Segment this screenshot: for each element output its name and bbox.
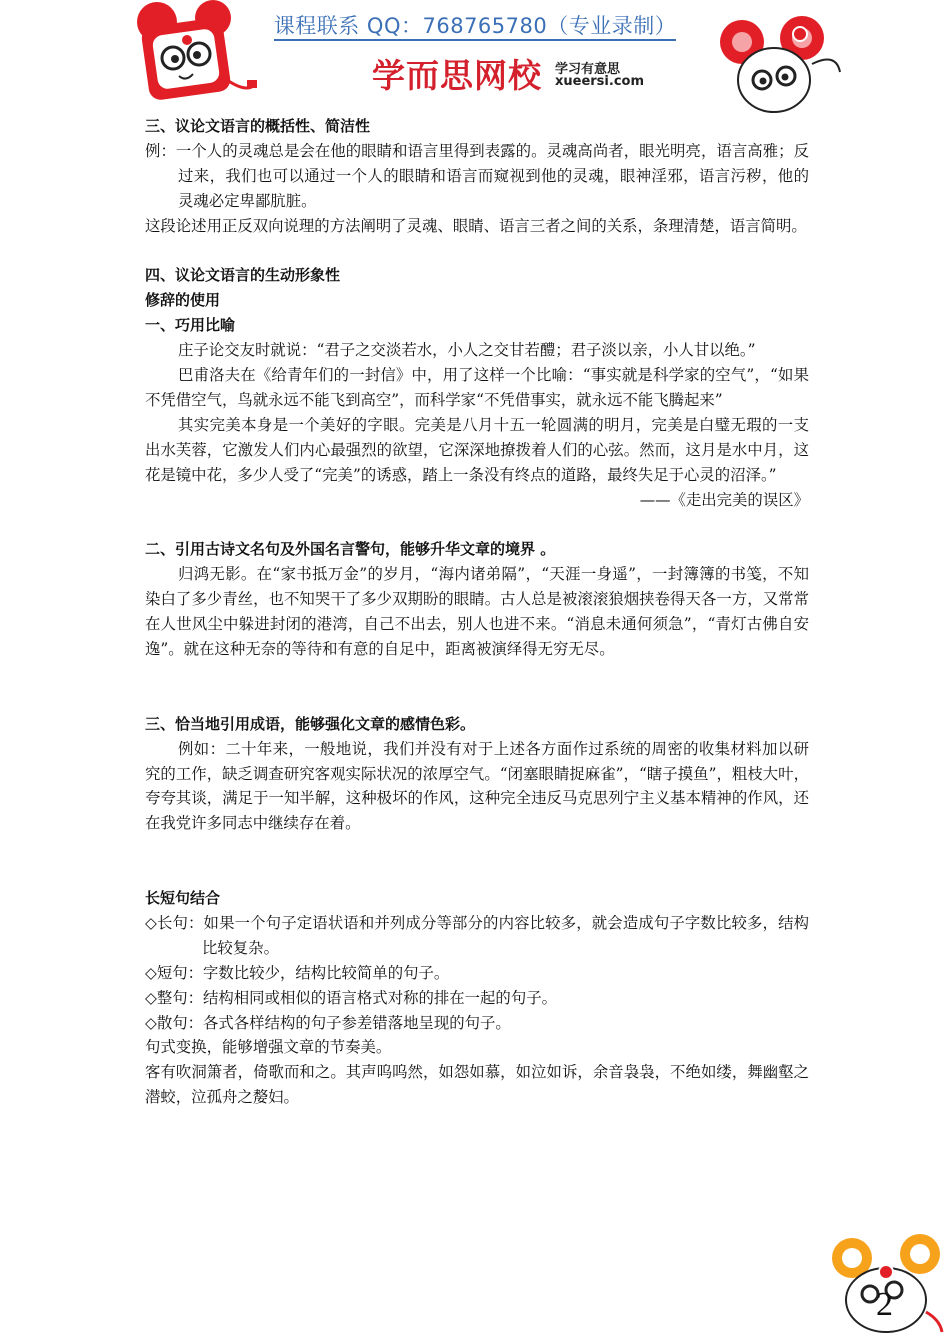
page-number: 2 <box>876 1286 893 1323</box>
right-mascot-icon <box>718 12 850 122</box>
section-heading: 四、议论文语言的生动形象性 <box>145 266 341 285</box>
comment-paragraph: 这段论述用正反双向说理的方法阐明了灵魂、眼睛、语言三者之间的关系，条理清楚，语言简明。 <box>145 216 807 235</box>
body-paragraph: 归鸿无影。在“家书抵万金”的岁月，“海内诸弟隔”，“天涯一身遥”，一封簿簿的书笺，不知染白了多少青丝，也不知哭干了多少双期盼的眼睛。古人总是被滚滚狼烟挟卷得天各一方，又常常在人世风尘中躲进封闭的港湾，自己不出去，别人也进不来。“消息未通何须急”，“青灯古佛自安逸”。就在这种无奈的等待和有意的自足中，距离被演绎得无穷无尽。 <box>145 565 809 658</box>
brand-logo-text: 学而思网校 <box>372 56 542 95</box>
subsection-heading: 一、巧用比喻 <box>145 316 236 335</box>
list-item: ◇短句：字数比较少，结构比较简单的句子。 <box>145 963 450 982</box>
body-paragraph: 其实完美本身是一个美好的字眼。完美是八月十五一轮圆满的明月，完美是白璧无瑕的一支出水芙蓉，它激发人们内心最强烈的欲望，它深深地撩拨着人们的心弦。然而，这月是水中月，这花是镜中花，多少人受了“完美”的诱惑，踏上一条没有终点的道路，最终失足于心灵的沼泽。” <box>145 415 809 484</box>
body-paragraph: 例如：二十年来，一般地说，我们并没有对于上述各方面作过系统的周密的收集材料加以研究的工作，缺乏调查研究客观实际状况的浓厚空气。“闭塞眼睛捉麻雀”，“瞎子摸鱼”，粗枝大叶，夸夸其谈，满足于一知半解，这种极坏的作风，这种完全违反马克思列宁主义基本精神的作风，还在我党许多同志中继续存在着。 <box>145 739 809 833</box>
example-paragraph: 例：一个人的灵魂总是会在他的眼睛和语言里得到表露的。灵魂高尚者，眼光明亮，语言高雅；反过来，我们也可以通过一个人的眼睛和语言而窥视到他的灵魂，眼神淫邪，语言污秽，他的灵魂必定卑鄙肮脏。 <box>145 141 809 210</box>
header-contact: 课程联系 QQ：768765780（专业录制） <box>0 10 950 40</box>
section-heading: 长短句结合 <box>145 889 221 907</box>
list-item: ◇整句：结构相同或相似的语言格式对称的排在一起的句子。 <box>145 988 557 1007</box>
list-item: ◇长句：如果一个句子定语状语和并列成分等部分的内容比较多，就会造成句子字数比较多，结构比较复杂。 <box>145 913 809 957</box>
list-item: ◇散句：各式各样结构的句子参差错落地呈现的句子。 <box>145 1013 511 1032</box>
body-paragraph: 巴甫洛夫在《给青年们的一封信》中，用了这样一个比喻：“事实就是科学家的空气”，“如果不凭借空气，鸟就永远不能飞到高空”，而科学家“不凭借事实，就永远不能飞腾起来” <box>145 366 809 409</box>
source-citation: ——《走出完美的误区》 <box>639 490 809 509</box>
brand-slogan: 学习有意思 <box>555 62 621 77</box>
subsection-heading: 修辞的使用 <box>145 291 221 310</box>
body-paragraph: 句式变换，能够增强文章的节奏美。 <box>145 1038 392 1057</box>
section-heading: 三、议论文语言的概括性、简洁性 <box>145 117 371 135</box>
left-mascot-icon <box>135 0 265 112</box>
subsection-heading: 三、恰当地引用成语，能够强化文章的感情色彩。 <box>145 714 476 733</box>
subsection-heading: 二、引用古诗文名句及外国名言警句，能够升华文章的境界 。 <box>145 540 556 559</box>
document-body <box>145 114 809 1110</box>
example-paragraph: 客有吹洞箫者，倚歌而和之。其声呜呜然，如怨如慕，如泣如诉，余音袅袅，不绝如缕，舞幽壑之潜蛟，泣孤舟之嫠妇。 <box>145 1063 809 1107</box>
body-paragraph: 庄子论交友时就说：“君子之交淡若水，小人之交甘若醴；君子淡以亲，小人甘以绝。” <box>178 341 756 360</box>
brand-site: xueersi.com <box>555 74 645 89</box>
